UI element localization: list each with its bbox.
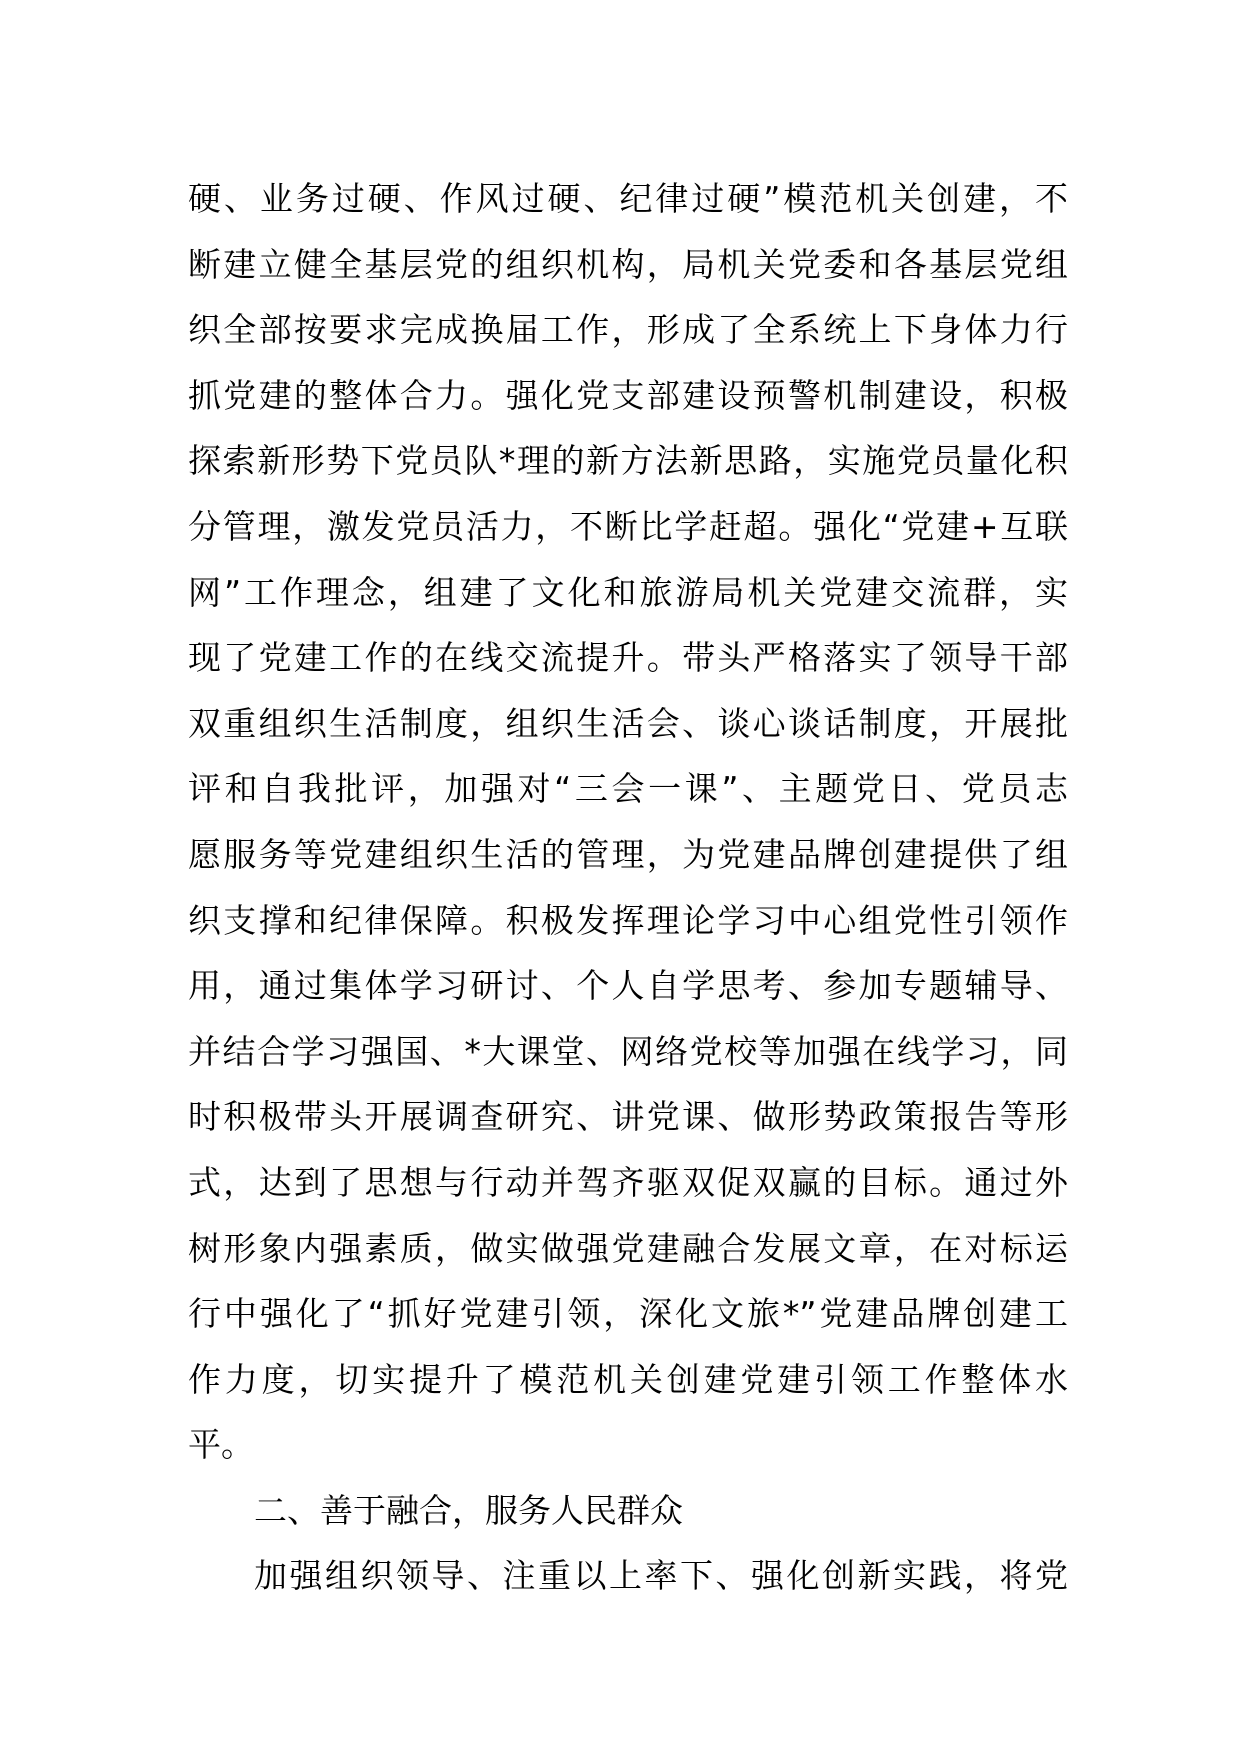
paragraph-line-6: 分管理，激发党员活力，不断比学赶超。强化“党建+互联 [188, 506, 1068, 546]
document-body [188, 166, 1068, 1609]
paragraph-line-19: 作力度，切实提升了模范机关创建党建引领工作整体水 [188, 1359, 1068, 1399]
paragraph-line-1: 硬、业务过硬、作风过硬、纪律过硬”模范机关创建，不 [188, 179, 1068, 218]
paragraph-line-14: 并结合学习强国、*大课堂、网络党校等加强在线学习，同 [188, 1031, 1068, 1071]
paragraph-line-16: 式，达到了思想与行动并驾齐驱双促双赢的目标。通过外 [188, 1162, 1068, 1202]
paragraph-line-5: 探索新形势下党员队*理的新方法新思路，实施党员量化积 [188, 441, 1068, 481]
paragraph-line-13: 用，通过集体学习研讨、个人自学思考、参加专题辅导、 [188, 966, 1068, 1006]
paragraph-line-9: 双重组织生活制度，组织生活会、谈心谈话制度，开展批 [188, 703, 1068, 743]
paragraph-line-11: 愿服务等党建组织生活的管理，为党建品牌创建提供了组 [188, 834, 1068, 874]
paragraph-line-12: 织支撑和纪律保障。积极发挥理论学习中心组党性引领作 [188, 900, 1068, 940]
paragraph-line-8: 现了党建工作的在线交流提升。带头严格落实了领导干部 [188, 638, 1068, 678]
paragraph-line-4: 抓党建的整体合力。强化党支部建设预警机制建设，积极 [188, 375, 1068, 415]
paragraph-line-17: 树形象内强素质，做实做强党建融合发展文章，在对标运 [188, 1228, 1068, 1268]
section-paragraph-line: 加强组织领导、注重以上率下、强化创新实践，将党 [254, 1556, 1068, 1596]
paragraph-line-10: 评和自我批评，加强对“三会一课”、主题党日、党员志 [188, 769, 1068, 809]
paragraph-line-7: 网”工作理念，组建了文化和旅游局机关党建交流群，实 [188, 572, 1068, 612]
paragraph-line-15: 时积极带头开展调查研究、讲党课、做形势政策报告等形 [188, 1097, 1068, 1137]
paragraph-line-20: 平。 [188, 1425, 254, 1465]
paragraph-line-18: 行中强化了“抓好党建引领，深化文旅*”党建品牌创建工 [188, 1294, 1068, 1334]
section-heading: 二、善于融合，服务人民群众 [254, 1490, 683, 1530]
paragraph-line-2: 断建立健全基层党的组织机构，局机关党委和各基层党组 [188, 244, 1068, 284]
paragraph-line-3: 织全部按要求完成换届工作，形成了全系统上下身体力行 [188, 310, 1068, 350]
